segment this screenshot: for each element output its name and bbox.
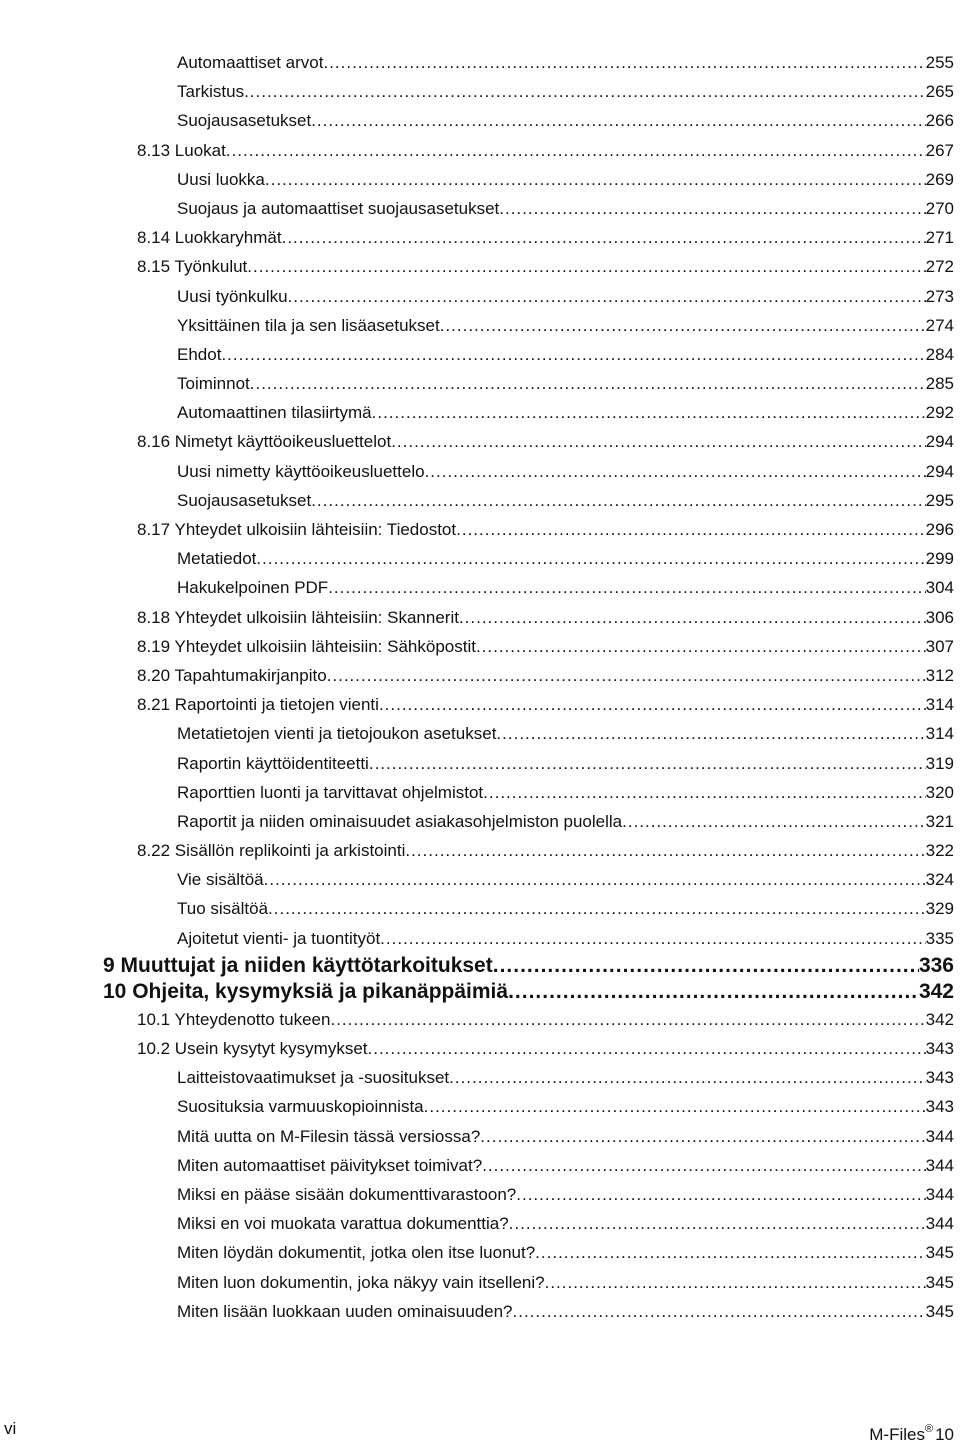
toc-entry[interactable] — [0, 573, 954, 602]
toc-entry-page: 314 — [926, 690, 954, 719]
toc-dot-leader — [545, 1268, 926, 1297]
toc-entry[interactable] — [0, 252, 954, 281]
toc-entry-page: 336 — [918, 953, 954, 977]
toc-entry-label: 8.21 Raportointi ja tietojen vienti — [137, 690, 379, 719]
toc-dot-leader — [288, 282, 926, 311]
footer-product — [869, 1416, 954, 1448]
toc-entry-label: Miten automaattiset päivitykset toimivat? — [177, 1151, 482, 1180]
footer-page-number: vi — [4, 1419, 17, 1438]
toc-entry-label: Raporttien luonti ja tarvittavat ohjelmistot — [177, 778, 483, 807]
toc-entry-label: Miten lisään luokkaan uuden ominaisuuden? — [177, 1297, 513, 1326]
toc-dot-leader — [425, 457, 926, 486]
toc-dot-leader — [330, 1005, 925, 1034]
toc-entry-page: 312 — [926, 661, 954, 690]
toc-entry-label: 10.1 Yhteydenotto tukeen — [137, 1005, 330, 1034]
toc-entry-page: 322 — [926, 836, 954, 865]
toc-dot-leader — [250, 369, 926, 398]
toc-entry-page: 265 — [926, 77, 954, 106]
toc-entry-label: Ehdot — [177, 340, 221, 369]
toc-entry-page: 270 — [926, 194, 954, 223]
toc-entry[interactable] — [0, 1034, 954, 1063]
toc-dot-leader — [622, 807, 926, 836]
toc-dot-leader — [476, 632, 926, 661]
toc-dot-leader — [496, 719, 925, 748]
toc-entry-label: Raportit ja niiden ominaisuudet asiakasohjelmiston puolella — [177, 807, 622, 836]
toc-entry-label: Metatiedot — [177, 544, 256, 573]
toc-dot-leader — [256, 544, 925, 573]
toc-entry-label: Uusi nimetty käyttöoikeusluettelo — [177, 457, 425, 486]
toc-entry[interactable] — [0, 282, 954, 311]
toc-dot-leader — [368, 1034, 926, 1063]
toc-entry[interactable] — [0, 894, 954, 923]
toc-entry[interactable] — [0, 865, 954, 894]
toc-entry-label: Tuo sisältöä — [177, 894, 268, 923]
toc-entry[interactable] — [0, 457, 954, 486]
toc-entry-page: 324 — [926, 865, 954, 894]
toc-entry-label: Suosituksia varmuuskopioinnista — [177, 1092, 424, 1121]
toc-dot-leader — [372, 398, 926, 427]
toc-dot-leader — [459, 603, 926, 632]
toc-entry[interactable] — [0, 1092, 954, 1121]
toc-entry[interactable] — [0, 165, 954, 194]
toc-entry[interactable] — [0, 136, 954, 165]
toc-entry[interactable] — [0, 1063, 954, 1092]
toc-entry-page: 345 — [926, 1297, 954, 1326]
toc-dot-leader — [327, 661, 926, 690]
toc-entry-label: 8.16 Nimetyt käyttöoikeusluettelot — [137, 427, 391, 456]
toc-dot-leader — [226, 136, 926, 165]
toc-entry-page: 344 — [926, 1180, 954, 1209]
toc-entry-label: Metatietojen vienti ja tietojoukon asetukset — [177, 719, 496, 748]
toc-dot-leader — [265, 165, 926, 194]
toc-entry-page: 292 — [926, 398, 954, 427]
toc-entry-page: 299 — [926, 544, 954, 573]
toc-entry-label: Laitteistovaatimukset ja -suositukset — [177, 1063, 449, 1092]
toc-entry[interactable] — [0, 1238, 954, 1267]
toc-entry-page: 294 — [926, 457, 954, 486]
toc-entry-label: Ajoitetut vienti- ja tuontityöt — [177, 924, 380, 953]
toc-entry-page: 269 — [926, 165, 954, 194]
toc-entry-label: 8.22 Sisällön replikointi ja arkistointi — [137, 836, 405, 865]
toc-dot-leader — [311, 486, 925, 515]
toc-entry-label: 9 Muuttujat ja niiden käyttötarkoitukset — [103, 953, 493, 977]
toc-entry-label: Suojausasetukset — [177, 106, 311, 135]
toc-dot-leader — [391, 427, 925, 456]
toc-dot-leader — [456, 515, 926, 544]
toc-entry[interactable] — [0, 1268, 954, 1297]
toc-entry[interactable] — [0, 1122, 954, 1151]
toc-entry-page: 344 — [926, 1122, 954, 1151]
toc-entry[interactable] — [0, 632, 954, 661]
toc-entry-label: Uusi luokka — [177, 165, 265, 194]
toc-dot-leader — [405, 836, 925, 865]
toc-entry-label: 10.2 Usein kysytyt kysymykset — [137, 1034, 368, 1063]
toc-entry[interactable] — [0, 311, 954, 340]
toc-entry-label: Suojaus ja automaattiset suojausasetukset — [177, 194, 499, 223]
toc-entry-page: 306 — [926, 603, 954, 632]
toc-entry-label: Toiminnot — [177, 369, 250, 398]
toc-entry[interactable] — [0, 340, 954, 369]
toc-dot-leader — [379, 690, 926, 719]
toc-entry[interactable] — [0, 398, 954, 427]
toc-entry[interactable] — [0, 778, 954, 807]
toc-entry-label: Miksi en voi muokata varattua dokumenttia? — [177, 1209, 509, 1238]
toc-dot-leader — [323, 48, 925, 77]
toc-entry-label: 10 Ohjeita, kysymyksiä ja pikanäppäimiä — [103, 979, 509, 1003]
toc-entry[interactable] — [0, 48, 954, 77]
toc-entry-page: 273 — [926, 282, 954, 311]
table-of-contents — [0, 48, 960, 1326]
toc-entry[interactable] — [0, 369, 954, 398]
toc-entry-label: 8.17 Yhteydet ulkoisiin lähteisiin: Tiedostot — [137, 515, 456, 544]
toc-entry[interactable] — [0, 106, 954, 135]
toc-dot-leader — [516, 1180, 925, 1209]
toc-entry-page: 342 — [918, 979, 954, 1003]
toc-entry[interactable] — [0, 979, 954, 1005]
toc-entry-label: Suojausasetukset — [177, 486, 311, 515]
toc-entry[interactable] — [0, 486, 954, 515]
toc-entry-label: Raportin käyttöidentiteetti — [177, 749, 369, 778]
toc-entry-page: 321 — [926, 807, 954, 836]
toc-entry[interactable] — [0, 953, 954, 979]
toc-entry-page: 343 — [926, 1092, 954, 1121]
toc-dot-leader — [483, 778, 925, 807]
toc-entry-label: 8.19 Yhteydet ulkoisiin lähteisiin: Sähköpostit — [137, 632, 476, 661]
toc-entry-label: 8.18 Yhteydet ulkoisiin lähteisiin: Skannerit — [137, 603, 459, 632]
toc-entry-page: 335 — [926, 924, 954, 953]
toc-dot-leader — [513, 1297, 926, 1326]
toc-entry[interactable] — [0, 749, 954, 778]
toc-entry[interactable] — [0, 223, 954, 252]
toc-dot-leader — [328, 573, 925, 602]
toc-entry-page: 271 — [926, 223, 954, 252]
toc-entry-page: 285 — [926, 369, 954, 398]
toc-entry[interactable] — [0, 807, 954, 836]
toc-entry-page: 267 — [926, 136, 954, 165]
toc-entry[interactable] — [0, 661, 954, 690]
toc-entry-page: 274 — [926, 311, 954, 340]
toc-entry-page: 344 — [926, 1151, 954, 1180]
footer-product-name: M-Files — [869, 1425, 925, 1444]
toc-entry-label: Automaattinen tilasiirtymä — [177, 398, 372, 427]
toc-entry-page: 343 — [926, 1063, 954, 1092]
toc-entry-label: Miksi en pääse sisään dokumenttivarastoon? — [177, 1180, 516, 1209]
page-footer — [0, 1416, 960, 1442]
toc-entry-label: 8.13 Luokat — [137, 136, 226, 165]
toc-entry[interactable] — [0, 603, 954, 632]
toc-dot-leader — [282, 223, 926, 252]
toc-entry-page: 320 — [926, 778, 954, 807]
toc-dot-leader — [480, 1122, 925, 1151]
toc-entry[interactable] — [0, 77, 954, 106]
toc-entry-label: Miten löydän dokumentit, jotka olen itse luonut? — [177, 1238, 535, 1267]
toc-entry-label: Vie sisältöä — [177, 865, 264, 894]
toc-entry[interactable] — [0, 1005, 954, 1034]
toc-dot-leader — [493, 953, 919, 979]
toc-entry[interactable] — [0, 544, 954, 573]
toc-entry-page: 296 — [926, 515, 954, 544]
registered-mark: ® — [924, 1423, 934, 1435]
toc-entry[interactable] — [0, 836, 954, 865]
toc-entry[interactable] — [0, 924, 954, 953]
toc-dot-leader — [509, 1209, 926, 1238]
toc-entry[interactable] — [0, 1297, 954, 1326]
toc-entry[interactable] — [0, 427, 954, 456]
toc-entry-label: Yksittäinen tila ja sen lisäasetukset — [177, 311, 440, 340]
toc-entry-page: 304 — [926, 573, 954, 602]
toc-dot-leader — [482, 1151, 925, 1180]
toc-entry-page: 329 — [926, 894, 954, 923]
toc-dot-leader — [535, 1238, 925, 1267]
toc-dot-leader — [264, 865, 926, 894]
toc-entry-label: 8.20 Tapahtumakirjanpito — [137, 661, 327, 690]
toc-dot-leader — [221, 340, 925, 369]
toc-entry[interactable] — [0, 1151, 954, 1180]
toc-dot-leader — [247, 252, 925, 281]
toc-dot-leader — [311, 106, 925, 135]
footer-version: 10 — [935, 1425, 954, 1444]
toc-dot-leader — [449, 1063, 926, 1092]
toc-entry-page: 307 — [926, 632, 954, 661]
toc-entry[interactable] — [0, 690, 954, 719]
toc-entry-page: 255 — [926, 48, 954, 77]
toc-entry-page: 314 — [926, 719, 954, 748]
toc-entry-page: 272 — [926, 252, 954, 281]
toc-dot-leader — [499, 194, 925, 223]
toc-entry[interactable] — [0, 719, 954, 748]
toc-entry-label: Mitä uutta on M-Filesin tässä versiossa? — [177, 1122, 480, 1151]
toc-dot-leader — [440, 311, 926, 340]
toc-entry-label: 8.15 Työnkulut — [137, 252, 247, 281]
toc-dot-leader — [268, 894, 926, 923]
toc-entry[interactable] — [0, 1180, 954, 1209]
toc-dot-leader — [244, 77, 926, 106]
toc-entry-page: 342 — [926, 1005, 954, 1034]
toc-dot-leader — [380, 924, 925, 953]
toc-entry-page: 345 — [926, 1238, 954, 1267]
toc-entry-page: 319 — [926, 749, 954, 778]
toc-entry-page: 294 — [926, 427, 954, 456]
toc-entry-label: Miten luon dokumentin, joka näkyy vain itselleni? — [177, 1268, 545, 1297]
toc-entry-label: Tarkistus — [177, 77, 244, 106]
toc-entry[interactable] — [0, 194, 954, 223]
toc-entry-page: 343 — [926, 1034, 954, 1063]
toc-entry-page: 284 — [926, 340, 954, 369]
toc-entry-page: 344 — [926, 1209, 954, 1238]
toc-entry-label: Hakukelpoinen PDF — [177, 573, 328, 602]
toc-dot-leader — [369, 749, 926, 778]
toc-entry[interactable] — [0, 515, 954, 544]
toc-entry[interactable] — [0, 1209, 954, 1238]
toc-entry-page: 266 — [926, 106, 954, 135]
toc-dot-leader — [424, 1092, 926, 1121]
toc-entry-page: 295 — [926, 486, 954, 515]
toc-dot-leader — [508, 979, 919, 1005]
toc-entry-label: 8.14 Luokkaryhmät — [137, 223, 282, 252]
toc-entry-label: Automaattiset arvot — [177, 48, 323, 77]
toc-entry-page: 345 — [926, 1268, 954, 1297]
toc-entry-label: Uusi työnkulku — [177, 282, 288, 311]
